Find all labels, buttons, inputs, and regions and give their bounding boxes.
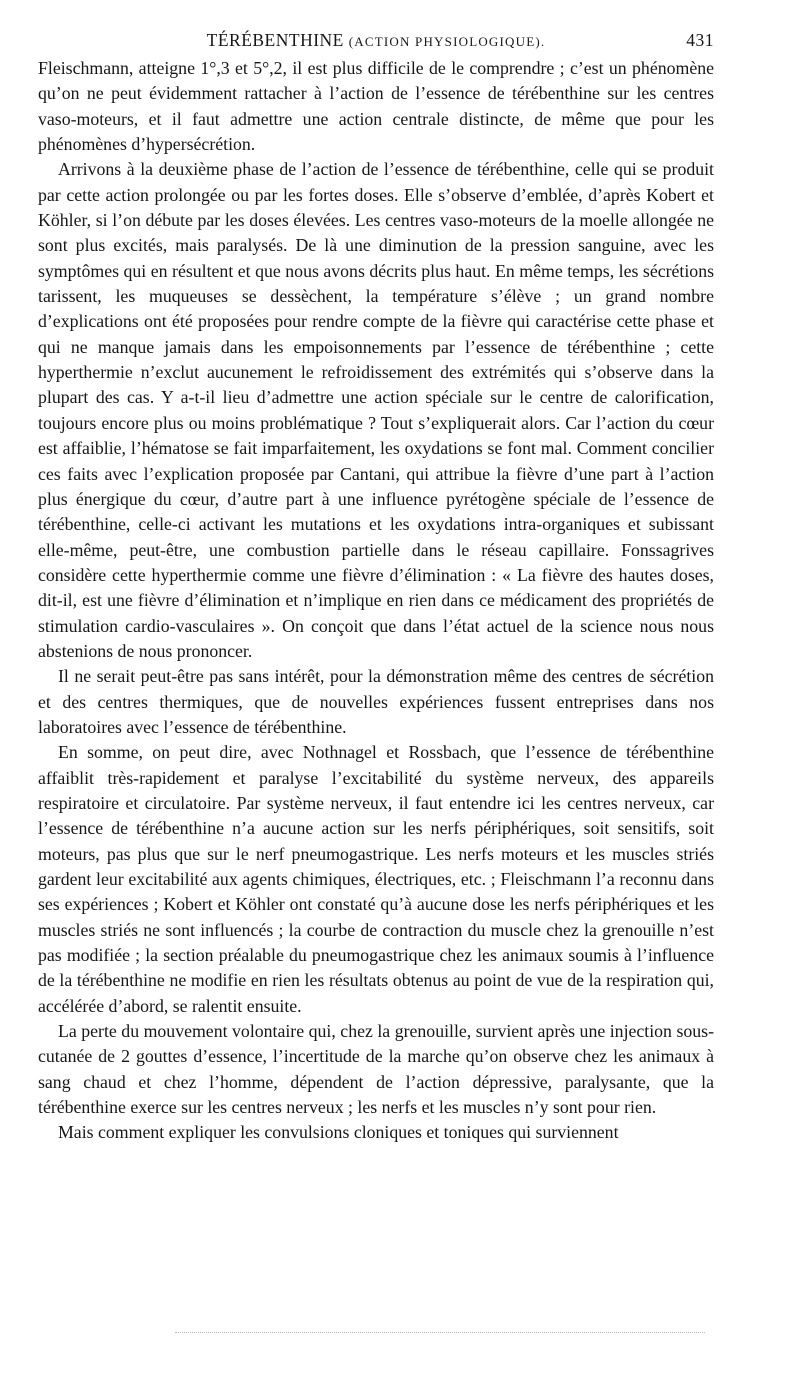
paragraph: La perte du mouvement volontaire qui, chez la grenouille, survient après une injection sous-cutanée de 2 gouttes d’essence, l’incertitude de la marche qu’on observe chez les animaux à sang chaud et chez l’homme, dépendent de l’action dépressive, paralysante, que la térébenthine exerce sur les centres nerveux ; les nerfs et les muscles n’y sont pour rien. — [38, 1021, 714, 1118]
running-title-main: TÉRÉBENTHINE — [206, 30, 344, 50]
paragraph: Fleischmann, atteigne 1°,3 et 5°,2, il est plus difficile de le comprendre ; c’est un phénomène qu’on ne peut évidemment rattacher à l’action de l’essence de térébenthine sur les centres vaso-moteurs, et il faut admettre une action centrale distincte, de même que pour les phénomènes d’hypersécrétion. — [38, 58, 714, 155]
page-number: 431 — [686, 30, 714, 50]
paragraph: Il ne serait peut-être pas sans intérêt, pour la démonstration même des centres de sécrétion et des centres thermiques, que de nouvelles expériences fussent entreprises dans nos laboratoires avec l’essence de térébenthine. — [38, 666, 714, 737]
paragraph: Mais comment expliquer les convulsions cloniques et toniques qui surviennent — [58, 1122, 619, 1143]
book-page — [38, 30, 714, 1146]
paragraph: Arrivons à la deuxième phase de l’action de l’essence de térébenthine, celle qui se produit par cette action prolongée ou par les fortes doses. Elle s’observe d’emblée, d’après Kobert et Köhler, si l’on débute par les doses élevées. Les centres vaso-moteurs de la moelle allongée ne sont plus excités, mais paralysés. De là une diminution de la pression sanguine, avec les symptômes qui en résultent et que nous avons décrits plus haut. En même temps, les sécrétions tarissent, les muqueuses se dessèchent, la température s’élève ; un grand nombre d’explications ont été proposées pour rendre compte de la fièvre qui caractérise cette phase et qui ne manque jamais dans les empoisonnements par l’essence de térébenthine ; cette hyperthermie n’exclut aucunement le refroidissement des extrémités qui s’observe dans la plupart des cas. Y a-t-il lieu d’admettre une action spéciale sur le centre de calorification, toujours encore plus ou moins problématique ? Tout s’expliquerait alors. Car l’action du cœur est affaiblie, l’hématose se fait imparfaitement, les oxydations se font mal. Comment concilier ces faits avec l’explication proposée par Cantani, qui attribue la fièvre d’une part à l’action plus énergique du cœur, d’autre part à une influence pyrétogène spéciale de l’essence de térébenthine, celle-ci activant les mutations et les oxydations intra-organiques et subissant elle-même, peut-être, une combustion partielle dans le réseau capillaire. Fonssagrives considère cette hyperthermie comme une fièvre d’élimination : « La fièvre des hautes doses, dit-il, est une fièvre d’élimination et n’implique en rien dans ce médicament des propriétés de stimulation cardio-vasculaires ». On conçoit que dans l’état actuel de la science nous nous abstenions de nous prononcer. — [38, 159, 714, 661]
bleed-through-rule — [175, 1332, 705, 1333]
running-title — [38, 30, 714, 51]
body-text — [38, 56, 714, 1146]
running-head — [38, 30, 714, 56]
running-title-subtitle: (ACTION PHYSIOLOGIQUE). — [348, 34, 546, 49]
paragraph: En somme, on peut dire, avec Nothnagel et Rossbach, que l’essence de térébenthine affaiblit très-rapidement et paralyse l’excitabilité du système nerveux, des appareils respiratoire et circulatoire. Par système nerveux, il faut entendre ici les centres nerveux, car l’essence de térébenthine n’a aucune action sur les nerfs périphériques, soit sensitifs, soit moteurs, pas plus que sur le nerf pneumogastrique. Les nerfs moteurs et les muscles striés gardent leur excitabilité aux agents chimiques, électriques, etc. ; Fleischmann l’a reconnu dans ses expériences ; Kobert et Köhler ont constaté qu’à aucune dose les nerfs périphériques et les muscles striés ne sont influencés ; la courbe de contraction du muscle chez la grenouille n’est pas modifiée ; la section préalable du pneumogastrique chez les animaux soumis à l’influence de la térébenthine ne modifie en rien les résultats obtenus au point de vue de la respiration qui, accélérée d’abord, se ralentit ensuite. — [38, 742, 714, 1016]
